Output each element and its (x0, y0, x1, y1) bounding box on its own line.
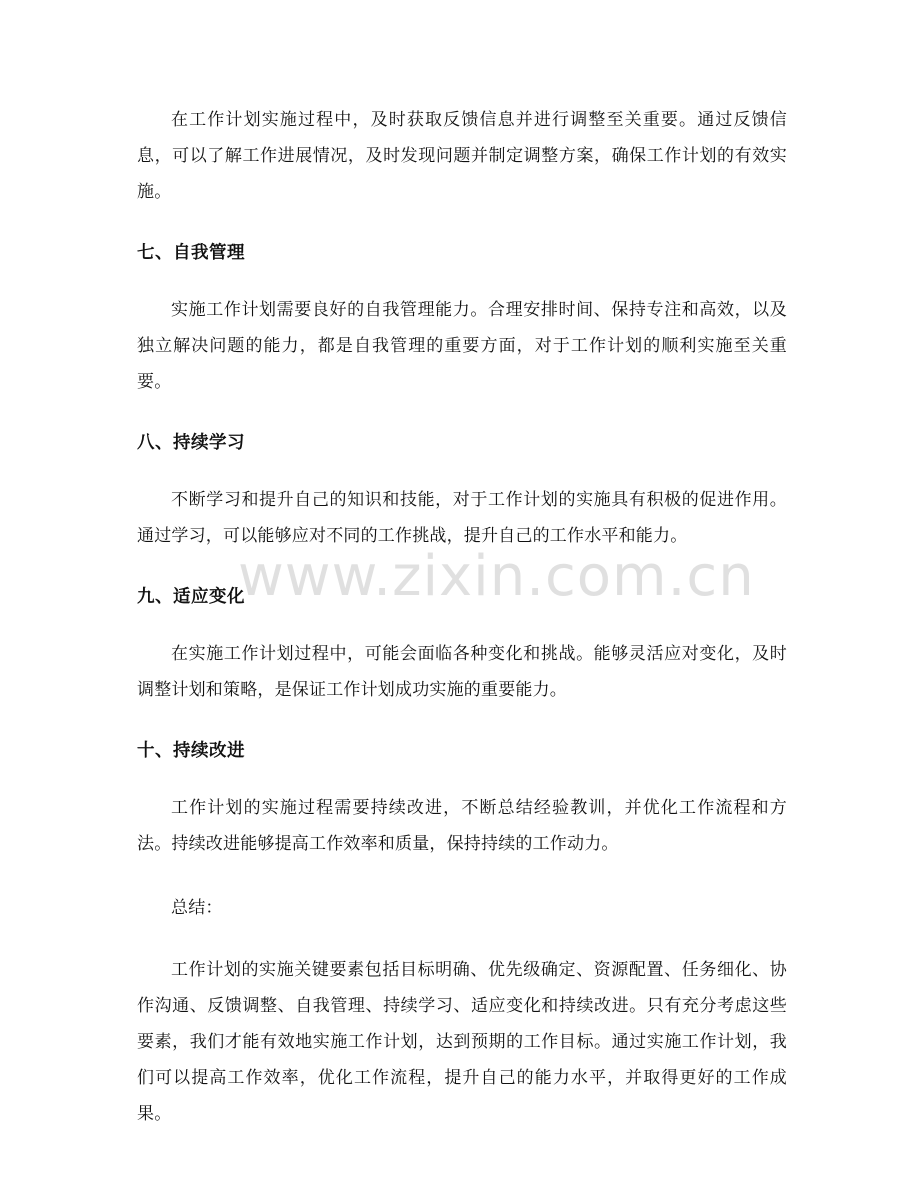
paragraph-continuous-improvement: 工作计划的实施过程需要持续改进，不断总结经验教训，并优化工作流程和方法。持续改进能够提高工作效率和质量，保持持续的工作动力。 (137, 798, 787, 854)
section-heading-10: 十、持续改进 (137, 741, 245, 761)
section-heading-7: 七、自我管理 (137, 243, 245, 263)
document-body (137, 102, 787, 1160)
section-heading-8: 八、持续学习 (137, 433, 245, 453)
paragraph-summary: 工作计划的实施关键要素包括目标明确、优先级确定、资源配置、任务细化、协作沟通、反馈调整、自我管理、持续学习、适应变化和持续改进。只有充分考虑这些要素，我们才能有效地实施工作计划，达到预期的工作目标。通过实施工作计划，我们可以提高工作效率，优化工作流程，提升自己的能力水平，并取得更好的工作成果。 (137, 960, 787, 1124)
summary-label: 总结： (171, 898, 223, 918)
paragraph-feedback-adjustment: 在工作计划实施过程中，及时获取反馈信息并进行调整至关重要。通过反馈信息，可以了解工作进展情况，及时发现问题并制定调整方案，确保工作计划的有效实施。 (137, 110, 787, 202)
watermark-text: www.zixin.com.cn (238, 544, 755, 609)
paragraph-self-management: 实施工作计划需要良好的自我管理能力。合理安排时间、保持专注和高效，以及独立解决问题的能力，都是自我管理的重要方面，对于工作计划的顺利实施至关重要。 (137, 300, 787, 392)
paragraph-continuous-learning: 不断学习和提升自己的知识和技能，对于工作计划的实施具有积极的促进作用。通过学习，可以能够应对不同的工作挑战，提升自己的工作水平和能力。 (137, 490, 787, 546)
paragraph-adapt-to-change: 在实施工作计划过程中，可能会面临各种变化和挑战。能够灵活应对变化，及时调整计划和策略，是保证工作计划成功实施的重要能力。 (137, 644, 787, 700)
section-heading-9: 九、适应变化 (137, 587, 245, 607)
